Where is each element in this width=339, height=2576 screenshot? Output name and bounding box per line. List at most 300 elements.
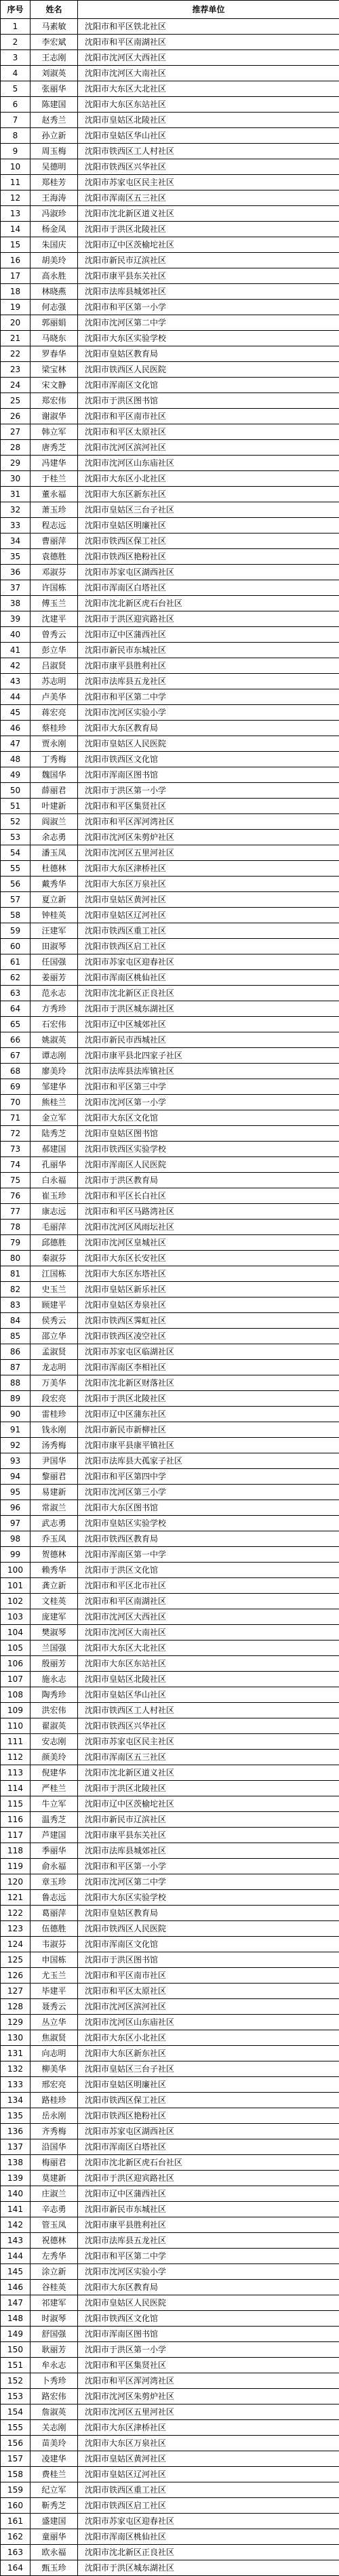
row-number: 109 <box>1 1703 31 1718</box>
person-name: 齐秀梅 <box>31 2124 78 2139</box>
recommending-unit: 沈阳市皇姑区北陵社区 <box>78 1672 339 1687</box>
recommending-unit: 沈阳市苏家屯区湖西社区 <box>78 565 339 580</box>
person-name: 胡美玲 <box>31 253 78 268</box>
recommending-unit: 沈阳市和平区南市社区 <box>78 1968 339 1984</box>
person-name: 谢淑华 <box>31 409 78 424</box>
person-name: 梁宝林 <box>31 362 78 378</box>
table-row <box>1 2093 339 2108</box>
row-number: 39 <box>1 611 31 627</box>
person-name: 邓淑芬 <box>31 565 78 580</box>
person-name: 耿丽芳 <box>31 2342 78 2358</box>
recommending-unit: 沈阳市苏家屯区民主社区 <box>78 175 339 190</box>
row-number: 11 <box>1 175 31 190</box>
recommending-unit: 沈阳市和平区集贤社区 <box>78 799 339 814</box>
table-row <box>1 1921 339 1937</box>
table-row <box>1 2015 339 2030</box>
person-name: 白永福 <box>31 1173 78 1188</box>
row-number: 145 <box>1 2264 31 2280</box>
person-name: 关志刚 <box>31 2420 78 2436</box>
person-name: 严桂兰 <box>31 1781 78 1796</box>
table-row <box>1 1906 339 1921</box>
recommending-unit: 沈阳市浑南区五三社区 <box>78 1750 339 1765</box>
recommending-unit: 沈阳市沈北新区财落社区 <box>78 1375 339 1391</box>
recommending-unit: 沈阳市铁西区艳粉社区 <box>78 2108 339 2124</box>
person-name: 张丽华 <box>31 81 78 97</box>
row-number: 96 <box>1 1500 31 1516</box>
table-row <box>1 1968 339 1984</box>
table-row <box>1 689 339 705</box>
row-number: 130 <box>1 2030 31 2046</box>
person-name: 左秀华 <box>31 2249 78 2264</box>
table-row <box>1 2389 339 2404</box>
row-number: 137 <box>1 2139 31 2155</box>
recommending-unit: 沈阳市大东区东站社区 <box>78 97 339 113</box>
recommending-unit: 沈阳市大东区教育局 <box>78 2280 339 2295</box>
table-row <box>1 908 339 923</box>
table-row <box>1 2186 339 2202</box>
row-number: 110 <box>1 1718 31 1734</box>
person-name: 薛丽君 <box>31 783 78 799</box>
person-name: 冯建华 <box>31 456 78 471</box>
row-number: 149 <box>1 2327 31 2342</box>
table-row <box>1 939 339 954</box>
table-row <box>1 1220 339 1235</box>
row-number: 63 <box>1 986 31 1001</box>
row-number: 120 <box>1 1874 31 1890</box>
person-name: 潘玉凤 <box>31 845 78 861</box>
table-row <box>1 534 339 549</box>
recommending-unit: 沈阳市大东区万泉社区 <box>78 2436 339 2451</box>
recommending-unit: 沈阳市新民市新柳社区 <box>78 1422 339 1438</box>
row-number: 128 <box>1 1999 31 2015</box>
row-number: 97 <box>1 1516 31 1531</box>
recommending-unit: 沈阳市铁西区人民医院 <box>78 1921 339 1937</box>
table-row <box>1 674 339 689</box>
person-name: 龚立新 <box>31 1578 78 1594</box>
recommending-unit: 沈阳市浑南区桃仙社区 <box>78 2529 339 2545</box>
recommending-unit: 沈阳市法库县城郊社区 <box>78 1843 339 1859</box>
person-name: 夏立新 <box>31 892 78 908</box>
table-row <box>1 1578 339 1594</box>
table-row <box>1 1531 339 1547</box>
table-row <box>1 2171 339 2186</box>
recommending-unit: 沈阳市法库县城郊社区 <box>78 284 339 300</box>
person-name: 陆秀芝 <box>31 1126 78 1142</box>
person-name: 汪建军 <box>31 923 78 939</box>
person-name: 郑宏伟 <box>31 393 78 409</box>
row-number: 93 <box>1 1453 31 1469</box>
table-row <box>1 206 339 222</box>
recommending-unit: 沈阳市浑南区第一中学 <box>78 1547 339 1563</box>
row-number: 41 <box>1 643 31 658</box>
person-name: 林晓燕 <box>31 284 78 300</box>
person-name: 牟永志 <box>31 2358 78 2373</box>
table-row <box>1 814 339 830</box>
table-row <box>1 471 339 487</box>
table-row <box>1 2327 339 2342</box>
recommending-unit: 沈阳市铁西区工人村社区 <box>78 1703 339 1718</box>
table-row <box>1 1079 339 1095</box>
row-number: 103 <box>1 1609 31 1625</box>
row-number: 13 <box>1 206 31 222</box>
person-name: 郭丽娟 <box>31 315 78 331</box>
table-row <box>1 1329 339 1344</box>
row-number: 14 <box>1 222 31 237</box>
table-row <box>1 487 339 502</box>
recommending-unit: 沈阳市于洪区城东湖社区 <box>78 1001 339 1017</box>
recommending-unit: 沈阳市铁西区启工社区 <box>78 939 339 954</box>
column-header-no: 序号 <box>1 1 31 19</box>
table-row <box>1 643 339 658</box>
person-name: 范永志 <box>31 986 78 1001</box>
recommending-unit: 沈阳市和平区太原社区 <box>78 1984 339 1999</box>
recommending-unit: 沈阳市苏家屯区迎春社区 <box>78 954 339 970</box>
recommending-unit: 沈阳市沈河区滨河社区 <box>78 1999 339 2015</box>
recommending-unit: 沈阳市和平区铁北社区 <box>78 19 339 35</box>
row-number: 24 <box>1 378 31 393</box>
table-row <box>1 783 339 799</box>
row-number: 10 <box>1 159 31 175</box>
row-number: 108 <box>1 1687 31 1703</box>
table-row <box>1 1812 339 1828</box>
table-row <box>1 2108 339 2124</box>
row-number: 30 <box>1 471 31 487</box>
row-number: 89 <box>1 1391 31 1407</box>
row-number: 33 <box>1 518 31 534</box>
recommending-unit: 沈阳市辽中区蒲东社区 <box>78 1407 339 1422</box>
person-name: 蔡桂珍 <box>31 721 78 736</box>
recommending-unit: 沈阳市沈河区实验小学 <box>78 2264 339 2280</box>
person-name: 沿国华 <box>31 2139 78 2155</box>
row-number: 129 <box>1 2015 31 2030</box>
table-row <box>1 190 339 206</box>
recommending-unit: 沈阳市沈河区大南社区 <box>78 1625 339 1641</box>
recommending-unit: 沈阳市浑南区李相社区 <box>78 1360 339 1375</box>
person-name: 俞永福 <box>31 1859 78 1874</box>
person-name: 魏国华 <box>31 767 78 783</box>
recommending-unit: 沈阳市铁西区重工社区 <box>78 2482 339 2498</box>
recommending-unit: 沈阳市于洪区教育局 <box>78 1173 339 1188</box>
row-number: 49 <box>1 767 31 783</box>
recommending-unit: 沈阳市沈北新区道义社区 <box>78 1765 339 1781</box>
person-name: 涂立新 <box>31 2264 78 2280</box>
table-row <box>1 2545 339 2560</box>
table-row <box>1 1937 339 1952</box>
person-name: 欧永福 <box>31 2545 78 2560</box>
row-number: 144 <box>1 2249 31 2264</box>
recommending-unit: 沈阳市和平区北市社区 <box>78 1578 339 1594</box>
recommending-unit: 沈阳市新民市东城社区 <box>78 2202 339 2217</box>
recommending-unit: 沈阳市大东区大北社区 <box>78 1641 339 1656</box>
table-row <box>1 1297 339 1313</box>
person-name: 钱永刚 <box>31 1422 78 1438</box>
recommending-unit: 沈阳市皇姑区华山社区 <box>78 1687 339 1703</box>
recommending-unit: 沈阳市于洪区图书馆 <box>78 393 339 409</box>
row-number: 115 <box>1 1796 31 1812</box>
table-row <box>1 752 339 767</box>
person-name: 祝德林 <box>31 2233 78 2249</box>
row-number: 79 <box>1 1235 31 1251</box>
recommending-unit: 沈阳市辽中区茨榆坨社区 <box>78 237 339 253</box>
table-row <box>1 2404 339 2420</box>
person-name: 苗美玲 <box>31 2436 78 2451</box>
table-row <box>1 35 339 50</box>
recommending-unit: 沈阳市辽中区城郊社区 <box>78 1017 339 1032</box>
table-row <box>1 877 339 892</box>
recommending-unit: 沈阳市沈河区五里河社区 <box>78 2404 339 2420</box>
table-row <box>1 596 339 611</box>
row-number: 67 <box>1 1048 31 1064</box>
table-row <box>1 378 339 393</box>
row-number: 44 <box>1 689 31 705</box>
recommending-unit: 沈阳市皇姑区北陵社区 <box>78 113 339 128</box>
person-name: 郑桂芳 <box>31 175 78 190</box>
row-number: 9 <box>1 144 31 159</box>
row-number: 122 <box>1 1906 31 1921</box>
table-row <box>1 1843 339 1859</box>
table-row <box>1 253 339 268</box>
row-number: 150 <box>1 2342 31 2358</box>
person-name: 尤玉兰 <box>31 1968 78 1984</box>
recommending-unit: 沈阳市沈河区实验小学 <box>78 705 339 721</box>
row-number: 22 <box>1 346 31 362</box>
recommending-unit: 沈阳市新民市辽滨社区 <box>78 1812 339 1828</box>
table-row <box>1 1064 339 1079</box>
table-row <box>1 128 339 144</box>
row-number: 46 <box>1 721 31 736</box>
person-name: 卜秀珍 <box>31 2373 78 2389</box>
person-name: 邵立华 <box>31 1329 78 1344</box>
person-name: 洪宏伟 <box>31 1703 78 1718</box>
row-number: 28 <box>1 440 31 456</box>
recommending-unit: 沈阳市苏家屯区迎春社区 <box>78 2514 339 2529</box>
table-row <box>1 861 339 877</box>
person-name: 傅玉兰 <box>31 596 78 611</box>
recommending-unit: 沈阳市和平区马路湾社区 <box>78 1204 339 1220</box>
person-name: 秦淑芬 <box>31 1251 78 1266</box>
row-number: 47 <box>1 736 31 752</box>
person-name: 熊桂兰 <box>31 1095 78 1110</box>
person-name: 柳美华 <box>31 2061 78 2077</box>
person-name: 石宏伟 <box>31 1017 78 1032</box>
row-number: 34 <box>1 534 31 549</box>
person-name: 安志刚 <box>31 1734 78 1750</box>
recommending-unit: 沈阳市大东区津桥社区 <box>78 861 339 877</box>
recommending-unit: 沈阳市大东区教育局 <box>78 721 339 736</box>
person-name: 舒国强 <box>31 2327 78 2342</box>
recommending-unit: 沈阳市于洪区城东湖社区 <box>78 2560 339 2576</box>
recommending-unit: 沈阳市铁西区实验学校 <box>78 1142 339 1157</box>
table-row <box>1 2202 339 2217</box>
recommending-unit: 沈阳市沈河区第三小学 <box>78 1485 339 1500</box>
row-number: 100 <box>1 1563 31 1578</box>
recommending-unit: 沈阳市苏家屯区民主社区 <box>78 1734 339 1750</box>
person-name: 钟桂英 <box>31 908 78 923</box>
row-number: 95 <box>1 1485 31 1500</box>
recommending-unit: 沈阳市皇姑区辽河社区 <box>78 908 339 923</box>
table-row <box>1 1672 339 1687</box>
table-row <box>1 580 339 596</box>
table-row <box>1 1375 339 1391</box>
row-number: 74 <box>1 1157 31 1173</box>
person-name: 韦淑芬 <box>31 1937 78 1952</box>
table-row <box>1 1110 339 1126</box>
person-name: 时淑琴 <box>31 2311 78 2327</box>
table-row <box>1 1313 339 1329</box>
table-row <box>1 1952 339 1968</box>
table-row <box>1 1173 339 1188</box>
recommending-unit: 沈阳市铁西区兴华社区 <box>78 1718 339 1734</box>
row-number: 62 <box>1 970 31 986</box>
table-row <box>1 502 339 518</box>
row-number: 50 <box>1 783 31 799</box>
person-name: 杜德林 <box>31 861 78 877</box>
table-row <box>1 2077 339 2093</box>
row-number: 75 <box>1 1173 31 1188</box>
recommending-unit: 沈阳市辽中区蒲西社区 <box>78 2186 339 2202</box>
row-number: 101 <box>1 1578 31 1594</box>
recommending-unit: 沈阳市和平区南湖社区 <box>78 1594 339 1609</box>
person-name: 詹淑英 <box>31 2404 78 2420</box>
row-number: 94 <box>1 1469 31 1485</box>
column-header-unit: 推荐单位 <box>78 1 339 19</box>
person-name: 姜丽芳 <box>31 970 78 986</box>
table-row <box>1 954 339 970</box>
table-row <box>1 565 339 580</box>
row-number: 6 <box>1 97 31 113</box>
table-row <box>1 1656 339 1672</box>
person-name: 施永志 <box>31 1672 78 1687</box>
recommending-unit: 沈阳市于洪区迎宾路社区 <box>78 2171 339 2186</box>
person-name: 赖秀华 <box>31 1563 78 1578</box>
person-name: 曾秀云 <box>31 627 78 643</box>
person-name: 梅丽君 <box>31 2155 78 2171</box>
table-row <box>1 1984 339 1999</box>
recommending-unit: 沈阳市铁西区保工社区 <box>78 2093 339 2108</box>
person-name: 伍德胜 <box>31 1921 78 1937</box>
table-row <box>1 1142 339 1157</box>
table-row <box>1 705 339 721</box>
table-row <box>1 611 339 627</box>
row-number: 77 <box>1 1204 31 1220</box>
person-name: 董永福 <box>31 487 78 502</box>
person-name: 芦建国 <box>31 1828 78 1843</box>
recommending-unit: 沈阳市于洪区迎宾路社区 <box>78 611 339 627</box>
recommending-unit: 沈阳市皇姑区人民医院 <box>78 736 339 752</box>
person-name: 邹建华 <box>31 1079 78 1095</box>
person-name: 黎丽君 <box>31 1469 78 1485</box>
table-row <box>1 1609 339 1625</box>
recommending-unit: 沈阳市大东区图书馆 <box>78 1500 339 1516</box>
row-number: 15 <box>1 237 31 253</box>
row-number: 20 <box>1 315 31 331</box>
table-row <box>1 1828 339 1843</box>
table-row <box>1 2061 339 2077</box>
recommending-unit: 沈阳市浑南区图书馆 <box>78 2327 339 2342</box>
person-name: 唐秀芝 <box>31 440 78 456</box>
row-number: 59 <box>1 923 31 939</box>
table-row <box>1 175 339 190</box>
recommending-unit: 沈阳市大东区小北社区 <box>78 471 339 487</box>
person-name: 谭志刚 <box>31 1048 78 1064</box>
table-row <box>1 159 339 175</box>
row-number: 40 <box>1 627 31 643</box>
row-number: 159 <box>1 2482 31 2498</box>
recommending-unit: 沈阳市于洪区北陵社区 <box>78 222 339 237</box>
recommending-unit: 沈阳市沈北新区虎石台社区 <box>78 596 339 611</box>
recommending-unit: 沈阳市皇姑区教育局 <box>78 1906 339 1921</box>
table-row <box>1 1407 339 1422</box>
table-row <box>1 2280 339 2295</box>
row-number: 134 <box>1 2093 31 2108</box>
row-number: 68 <box>1 1064 31 1079</box>
recommending-unit: 沈阳市于洪区北陵社区 <box>78 1781 339 1796</box>
row-number: 56 <box>1 877 31 892</box>
table-row <box>1 1563 339 1578</box>
recommending-unit: 沈阳市和平区第三中学 <box>78 1079 339 1095</box>
table-row <box>1 1890 339 1906</box>
row-number: 7 <box>1 113 31 128</box>
recommending-unit: 沈阳市浑南区人民医院 <box>78 1157 339 1173</box>
person-name: 宋文静 <box>31 378 78 393</box>
table-row <box>1 2498 339 2514</box>
person-name: 吕淑贤 <box>31 658 78 674</box>
table-row <box>1 1251 339 1266</box>
recommending-unit: 沈阳市康平县康平镇社区 <box>78 1438 339 1453</box>
person-name: 翟淑英 <box>31 1718 78 1734</box>
row-number: 163 <box>1 2545 31 2560</box>
recommending-unit: 沈阳市沈北新区正良社区 <box>78 2545 339 2560</box>
recommending-unit: 沈阳市铁西区艳粉社区 <box>78 549 339 565</box>
row-number: 147 <box>1 2295 31 2311</box>
table-row <box>1 1781 339 1796</box>
row-number: 57 <box>1 892 31 908</box>
table-row <box>1 986 339 1001</box>
person-name: 纪立军 <box>31 2482 78 2498</box>
row-number: 85 <box>1 1329 31 1344</box>
row-number: 5 <box>1 81 31 97</box>
row-number: 139 <box>1 2171 31 2186</box>
table-row <box>1 331 339 346</box>
row-number: 99 <box>1 1547 31 1563</box>
table-row <box>1 2155 339 2171</box>
table-row <box>1 845 339 861</box>
person-name: 韩立军 <box>31 424 78 440</box>
row-number: 71 <box>1 1110 31 1126</box>
recommending-unit: 沈阳市大东区东塔社区 <box>78 1266 339 1282</box>
row-number: 83 <box>1 1297 31 1313</box>
person-name: 樊淑琴 <box>31 1625 78 1641</box>
table-row <box>1 1204 339 1220</box>
person-name: 万美华 <box>31 1375 78 1391</box>
recommending-unit: 沈阳市沈北新区正良社区 <box>78 986 339 1001</box>
recommending-unit: 沈阳市和平区第二中学 <box>78 689 339 705</box>
table-row <box>1 892 339 908</box>
person-name: 丛立华 <box>31 2015 78 2030</box>
person-name: 王志刚 <box>31 50 78 66</box>
table-row <box>1 144 339 159</box>
table-row <box>1 1750 339 1765</box>
recommending-unit: 沈阳市沈河区朱剪炉社区 <box>78 830 339 845</box>
row-number: 143 <box>1 2233 31 2249</box>
person-name: 陈建国 <box>31 97 78 113</box>
person-name: 鲁志远 <box>31 1890 78 1906</box>
recommending-unit: 沈阳市沈河区第二中学 <box>78 1874 339 1890</box>
recommending-unit: 沈阳市皇姑区黄河社区 <box>78 2451 339 2467</box>
table-row <box>1 721 339 736</box>
table-row <box>1 658 339 674</box>
person-name: 何志强 <box>31 300 78 315</box>
